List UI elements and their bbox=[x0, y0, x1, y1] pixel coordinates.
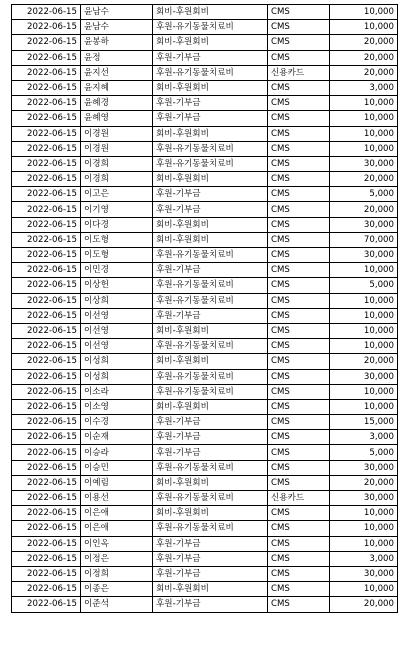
date-cell: 2022-06-15 bbox=[12, 460, 81, 475]
date-cell: 2022-06-15 bbox=[12, 323, 81, 338]
payment-method-cell: CMS bbox=[268, 263, 330, 278]
table-row bbox=[12, 339, 398, 354]
category-cell: 후원-기부금 bbox=[153, 551, 268, 566]
amount-cell: 10,000 bbox=[330, 323, 398, 338]
table-row bbox=[12, 232, 398, 247]
date-cell: 2022-06-15 bbox=[12, 399, 81, 414]
table-row bbox=[12, 80, 398, 95]
category-cell: 회비-후원회비 bbox=[153, 126, 268, 141]
category-cell: 회비-후원회비 bbox=[153, 506, 268, 521]
table-row bbox=[12, 551, 398, 566]
category-cell: 후원-기부금 bbox=[153, 187, 268, 202]
table-row bbox=[12, 460, 398, 475]
payment-method-cell: CMS bbox=[268, 415, 330, 430]
table-row bbox=[12, 430, 398, 445]
amount-cell: 70,000 bbox=[330, 232, 398, 247]
payment-method-cell: CMS bbox=[268, 597, 330, 612]
table-row bbox=[12, 96, 398, 111]
date-cell: 2022-06-15 bbox=[12, 506, 81, 521]
date-cell: 2022-06-15 bbox=[12, 141, 81, 156]
payment-method-cell: CMS bbox=[268, 521, 330, 536]
amount-cell: 30,000 bbox=[330, 248, 398, 263]
date-cell: 2022-06-15 bbox=[12, 384, 81, 399]
category-cell: 후원-유기동물치료비 bbox=[153, 156, 268, 171]
table-row bbox=[12, 65, 398, 80]
amount-cell: 10,000 bbox=[330, 111, 398, 126]
date-cell: 2022-06-15 bbox=[12, 415, 81, 430]
payment-method-cell: CMS bbox=[268, 354, 330, 369]
date-cell: 2022-06-15 bbox=[12, 566, 81, 581]
donor-name-cell: 이민경 bbox=[81, 263, 153, 278]
payment-method-cell: CMS bbox=[268, 399, 330, 414]
category-cell: 회비-후원회비 bbox=[153, 5, 268, 20]
donor-name-cell: 윤봉하 bbox=[81, 35, 153, 50]
category-cell: 후원-유기동물치료비 bbox=[153, 65, 268, 80]
amount-cell: 10,000 bbox=[330, 384, 398, 399]
date-cell: 2022-06-15 bbox=[12, 5, 81, 20]
date-cell: 2022-06-15 bbox=[12, 156, 81, 171]
category-cell: 후원-기부금 bbox=[153, 50, 268, 65]
donor-name-cell: 이경원 bbox=[81, 141, 153, 156]
donor-name-cell: 이순재 bbox=[81, 430, 153, 445]
amount-cell: 20,000 bbox=[330, 35, 398, 50]
table-row bbox=[12, 5, 398, 20]
amount-cell: 10,000 bbox=[330, 536, 398, 551]
table-row bbox=[12, 278, 398, 293]
table-row bbox=[12, 415, 398, 430]
payment-method-cell: CMS bbox=[268, 460, 330, 475]
category-cell: 후원-유기동물치료비 bbox=[153, 248, 268, 263]
payment-method-cell: CMS bbox=[268, 506, 330, 521]
table-row bbox=[12, 126, 398, 141]
amount-cell: 10,000 bbox=[330, 20, 398, 35]
amount-cell: 10,000 bbox=[330, 141, 398, 156]
category-cell: 후원-유기동물치료비 bbox=[153, 369, 268, 384]
amount-cell: 10,000 bbox=[330, 293, 398, 308]
payment-method-cell: CMS bbox=[268, 202, 330, 217]
category-cell: 후원-유기동물치료비 bbox=[153, 339, 268, 354]
payment-method-cell: CMS bbox=[268, 141, 330, 156]
category-cell: 회비-후원회비 bbox=[153, 399, 268, 414]
category-cell: 회비-후원회비 bbox=[153, 582, 268, 597]
payment-method-cell: CMS bbox=[268, 172, 330, 187]
category-cell: 회비-후원회비 bbox=[153, 35, 268, 50]
amount-cell: 30,000 bbox=[330, 491, 398, 506]
donor-name-cell: 이도형 bbox=[81, 232, 153, 247]
donor-name-cell: 이선영 bbox=[81, 339, 153, 354]
category-cell: 후원-유기동물치료비 bbox=[153, 141, 268, 156]
date-cell: 2022-06-15 bbox=[12, 278, 81, 293]
payment-method-cell: CMS bbox=[268, 35, 330, 50]
payment-method-cell: CMS bbox=[268, 475, 330, 490]
amount-cell: 20,000 bbox=[330, 475, 398, 490]
category-cell: 후원-기부금 bbox=[153, 96, 268, 111]
donor-name-cell: 이종은 bbox=[81, 582, 153, 597]
category-cell: 후원-기부금 bbox=[153, 597, 268, 612]
table-row bbox=[12, 582, 398, 597]
table-row bbox=[12, 187, 398, 202]
date-cell: 2022-06-15 bbox=[12, 339, 81, 354]
payment-method-cell: CMS bbox=[268, 5, 330, 20]
payment-method-cell: CMS bbox=[268, 111, 330, 126]
payment-method-cell: CMS bbox=[268, 20, 330, 35]
date-cell: 2022-06-15 bbox=[12, 491, 81, 506]
table-row bbox=[12, 506, 398, 521]
table-row bbox=[12, 111, 398, 126]
table-row bbox=[12, 50, 398, 65]
amount-cell: 5,000 bbox=[330, 445, 398, 460]
table-row bbox=[12, 491, 398, 506]
donor-name-cell: 이기영 bbox=[81, 202, 153, 217]
donor-name-cell: 이정희 bbox=[81, 566, 153, 581]
category-cell: 후원-유기동물치료비 bbox=[153, 460, 268, 475]
payment-method-cell: CMS bbox=[268, 566, 330, 581]
date-cell: 2022-06-15 bbox=[12, 20, 81, 35]
donor-name-cell: 윤혜영 bbox=[81, 111, 153, 126]
donor-name-cell: 윤지혜 bbox=[81, 80, 153, 95]
category-cell: 후원-기부금 bbox=[153, 263, 268, 278]
donor-name-cell: 이승라 bbox=[81, 445, 153, 460]
donor-name-cell: 이예림 bbox=[81, 475, 153, 490]
payment-method-cell: CMS bbox=[268, 551, 330, 566]
category-cell: 회비-후원회비 bbox=[153, 217, 268, 232]
category-cell: 후원-유기동물치료비 bbox=[153, 521, 268, 536]
table-row bbox=[12, 172, 398, 187]
amount-cell: 10,000 bbox=[330, 126, 398, 141]
donor-name-cell: 윤지선 bbox=[81, 65, 153, 80]
date-cell: 2022-06-15 bbox=[12, 65, 81, 80]
donor-name-cell: 이성희 bbox=[81, 354, 153, 369]
amount-cell: 20,000 bbox=[330, 597, 398, 612]
category-cell: 후원-기부금 bbox=[153, 111, 268, 126]
donor-name-cell: 이소영 bbox=[81, 399, 153, 414]
amount-cell: 30,000 bbox=[330, 217, 398, 232]
table-row bbox=[12, 202, 398, 217]
category-cell: 후원-기부금 bbox=[153, 566, 268, 581]
category-cell: 회비-후원회비 bbox=[153, 232, 268, 247]
table-row bbox=[12, 308, 398, 323]
payment-method-cell: CMS bbox=[268, 187, 330, 202]
amount-cell: 3,000 bbox=[330, 80, 398, 95]
amount-cell: 10,000 bbox=[330, 521, 398, 536]
table-row bbox=[12, 35, 398, 50]
date-cell: 2022-06-15 bbox=[12, 172, 81, 187]
date-cell: 2022-06-15 bbox=[12, 308, 81, 323]
donor-name-cell: 이소라 bbox=[81, 384, 153, 399]
ledger-sheet bbox=[11, 4, 397, 613]
date-cell: 2022-06-15 bbox=[12, 521, 81, 536]
amount-cell: 20,000 bbox=[330, 354, 398, 369]
category-cell: 후원-유기동물치료비 bbox=[153, 20, 268, 35]
donor-name-cell: 이준석 bbox=[81, 597, 153, 612]
payment-method-cell: CMS bbox=[268, 308, 330, 323]
table-row bbox=[12, 323, 398, 338]
donor-name-cell: 이상헌 bbox=[81, 278, 153, 293]
table-row bbox=[12, 597, 398, 612]
table-row bbox=[12, 369, 398, 384]
table-row bbox=[12, 521, 398, 536]
payment-method-cell: CMS bbox=[268, 217, 330, 232]
payment-method-cell: CMS bbox=[268, 293, 330, 308]
amount-cell: 10,000 bbox=[330, 339, 398, 354]
date-cell: 2022-06-15 bbox=[12, 369, 81, 384]
category-cell: 회비-후원회비 bbox=[153, 354, 268, 369]
category-cell: 후원-유기동물치료비 bbox=[153, 491, 268, 506]
payment-method-cell: CMS bbox=[268, 126, 330, 141]
donor-name-cell: 이경희 bbox=[81, 156, 153, 171]
table-row bbox=[12, 263, 398, 278]
table-row bbox=[12, 20, 398, 35]
date-cell: 2022-06-15 bbox=[12, 35, 81, 50]
amount-cell: 10,000 bbox=[330, 582, 398, 597]
table-row bbox=[12, 217, 398, 232]
payment-method-cell: CMS bbox=[268, 323, 330, 338]
donor-name-cell: 이용선 bbox=[81, 491, 153, 506]
donor-name-cell: 이은애 bbox=[81, 506, 153, 521]
donor-name-cell: 윤남수 bbox=[81, 5, 153, 20]
donation-ledger-table bbox=[11, 4, 398, 613]
date-cell: 2022-06-15 bbox=[12, 187, 81, 202]
category-cell: 후원-기부금 bbox=[153, 536, 268, 551]
donor-name-cell: 윤남수 bbox=[81, 20, 153, 35]
date-cell: 2022-06-15 bbox=[12, 232, 81, 247]
amount-cell: 5,000 bbox=[330, 278, 398, 293]
donor-name-cell: 이선영 bbox=[81, 323, 153, 338]
payment-method-cell: CMS bbox=[268, 248, 330, 263]
payment-method-cell: CMS bbox=[268, 384, 330, 399]
amount-cell: 30,000 bbox=[330, 369, 398, 384]
category-cell: 회비-후원회비 bbox=[153, 475, 268, 490]
amount-cell: 30,000 bbox=[330, 566, 398, 581]
date-cell: 2022-06-15 bbox=[12, 445, 81, 460]
amount-cell: 3,000 bbox=[330, 430, 398, 445]
table-row bbox=[12, 156, 398, 171]
date-cell: 2022-06-15 bbox=[12, 475, 81, 490]
category-cell: 후원-유기동물치료비 bbox=[153, 278, 268, 293]
table-row bbox=[12, 445, 398, 460]
donor-name-cell: 이경원 bbox=[81, 126, 153, 141]
date-cell: 2022-06-15 bbox=[12, 551, 81, 566]
donor-name-cell: 이고은 bbox=[81, 187, 153, 202]
donor-name-cell: 윤혜경 bbox=[81, 96, 153, 111]
amount-cell: 10,000 bbox=[330, 5, 398, 20]
table-row bbox=[12, 248, 398, 263]
donor-name-cell: 이상희 bbox=[81, 293, 153, 308]
amount-cell: 10,000 bbox=[330, 399, 398, 414]
donor-name-cell: 이승민 bbox=[81, 460, 153, 475]
category-cell: 후원-기부금 bbox=[153, 202, 268, 217]
table-row bbox=[12, 384, 398, 399]
payment-method-cell: CMS bbox=[268, 536, 330, 551]
amount-cell: 20,000 bbox=[330, 202, 398, 217]
category-cell: 회비-후원회비 bbox=[153, 80, 268, 95]
donor-name-cell: 이도형 bbox=[81, 248, 153, 263]
category-cell: 회비-후원회비 bbox=[153, 172, 268, 187]
category-cell: 후원-기부금 bbox=[153, 445, 268, 460]
amount-cell: 20,000 bbox=[330, 50, 398, 65]
payment-method-cell: CMS bbox=[268, 369, 330, 384]
category-cell: 후원-기부금 bbox=[153, 415, 268, 430]
date-cell: 2022-06-15 bbox=[12, 293, 81, 308]
table-row bbox=[12, 566, 398, 581]
payment-method-cell: CMS bbox=[268, 445, 330, 460]
donor-name-cell: 이선영 bbox=[81, 308, 153, 323]
category-cell: 후원-기부금 bbox=[153, 430, 268, 445]
payment-method-cell: CMS bbox=[268, 96, 330, 111]
amount-cell: 3,000 bbox=[330, 551, 398, 566]
date-cell: 2022-06-15 bbox=[12, 111, 81, 126]
payment-method-cell: CMS bbox=[268, 232, 330, 247]
date-cell: 2022-06-15 bbox=[12, 50, 81, 65]
amount-cell: 30,000 bbox=[330, 460, 398, 475]
date-cell: 2022-06-15 bbox=[12, 126, 81, 141]
date-cell: 2022-06-15 bbox=[12, 582, 81, 597]
amount-cell: 15,000 bbox=[330, 415, 398, 430]
table-row bbox=[12, 141, 398, 156]
table-row bbox=[12, 354, 398, 369]
donor-name-cell: 이은애 bbox=[81, 521, 153, 536]
amount-cell: 10,000 bbox=[330, 308, 398, 323]
amount-cell: 5,000 bbox=[330, 187, 398, 202]
donor-name-cell: 이다경 bbox=[81, 217, 153, 232]
payment-method-cell: CMS bbox=[268, 339, 330, 354]
date-cell: 2022-06-15 bbox=[12, 263, 81, 278]
date-cell: 2022-06-15 bbox=[12, 96, 81, 111]
payment-method-cell: CMS bbox=[268, 80, 330, 95]
date-cell: 2022-06-15 bbox=[12, 536, 81, 551]
payment-method-cell: 신용카드 bbox=[268, 65, 330, 80]
table-row bbox=[12, 399, 398, 414]
donor-name-cell: 이인옥 bbox=[81, 536, 153, 551]
date-cell: 2022-06-15 bbox=[12, 217, 81, 232]
date-cell: 2022-06-15 bbox=[12, 202, 81, 217]
donor-name-cell: 이수경 bbox=[81, 415, 153, 430]
category-cell: 후원-기부금 bbox=[153, 308, 268, 323]
date-cell: 2022-06-15 bbox=[12, 430, 81, 445]
amount-cell: 30,000 bbox=[330, 156, 398, 171]
donor-name-cell: 윤정 bbox=[81, 50, 153, 65]
date-cell: 2022-06-15 bbox=[12, 597, 81, 612]
donor-name-cell: 이경희 bbox=[81, 172, 153, 187]
table-row bbox=[12, 293, 398, 308]
category-cell: 후원-유기동물치료비 bbox=[153, 384, 268, 399]
amount-cell: 10,000 bbox=[330, 263, 398, 278]
donor-name-cell: 이정은 bbox=[81, 551, 153, 566]
payment-method-cell: CMS bbox=[268, 430, 330, 445]
payment-method-cell: CMS bbox=[268, 582, 330, 597]
payment-method-cell: CMS bbox=[268, 50, 330, 65]
amount-cell: 10,000 bbox=[330, 506, 398, 521]
ledger-body bbox=[12, 5, 398, 613]
amount-cell: 20,000 bbox=[330, 172, 398, 187]
payment-method-cell: CMS bbox=[268, 156, 330, 171]
category-cell: 회비-후원회비 bbox=[153, 323, 268, 338]
table-row bbox=[12, 475, 398, 490]
payment-method-cell: 신용카드 bbox=[268, 491, 330, 506]
table-row bbox=[12, 536, 398, 551]
date-cell: 2022-06-15 bbox=[12, 354, 81, 369]
donor-name-cell: 이성희 bbox=[81, 369, 153, 384]
amount-cell: 20,000 bbox=[330, 65, 398, 80]
date-cell: 2022-06-15 bbox=[12, 80, 81, 95]
date-cell: 2022-06-15 bbox=[12, 248, 81, 263]
category-cell: 후원-유기동물치료비 bbox=[153, 293, 268, 308]
amount-cell: 10,000 bbox=[330, 96, 398, 111]
payment-method-cell: CMS bbox=[268, 278, 330, 293]
